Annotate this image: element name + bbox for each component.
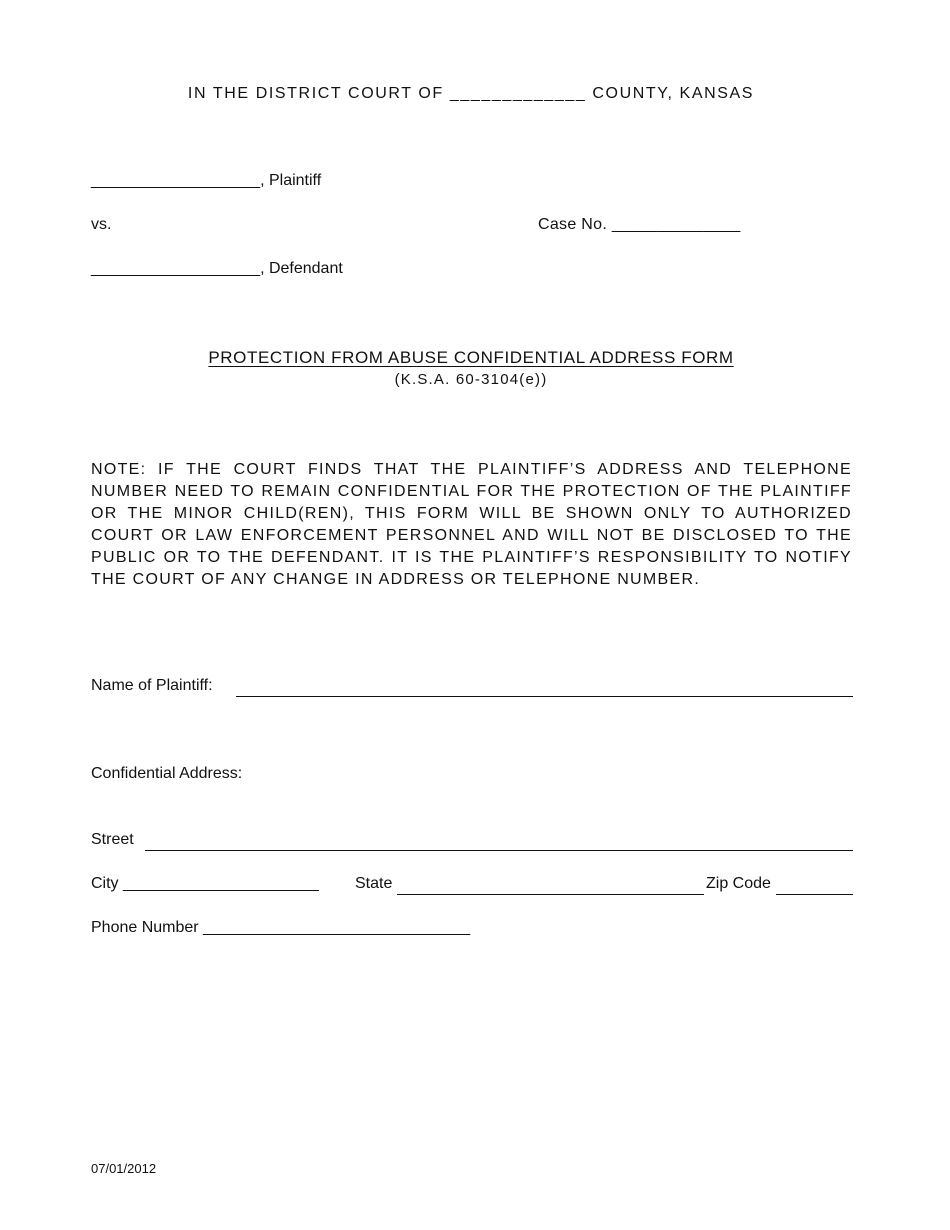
note-line: NUMBER NEED TO REMAIN CONFIDENTIAL FOR THE PROTECTION OF THE PLAINTIFF [91, 483, 852, 500]
plaintiff-name-label: Name of Plaintiff: [91, 677, 213, 694]
zip-input[interactable] [776, 877, 853, 895]
street-label: Street [91, 831, 134, 848]
street-input[interactable] [145, 833, 853, 851]
plaintiff-caption[interactable]: ___________________, Plaintiff [91, 172, 322, 189]
versus-label: vs. [91, 216, 112, 233]
city-field[interactable]: City ______________________ [91, 875, 319, 892]
note-line: PUBLIC OR TO THE DEFENDANT. IT IS THE PLAINTIFF’S RESPONSIBILITY TO NOTIFY [91, 549, 852, 566]
court-header: IN THE DISTRICT COURT OF _____________ COUNTY, KANSAS [187, 85, 755, 102]
form-title [0, 348, 942, 368]
case-number-field[interactable]: Case No. ______________ [538, 216, 741, 233]
defendant-caption[interactable]: ___________________, Defendant [91, 260, 343, 277]
form-title-text: PROTECTION FROM ABUSE CONFIDENTIAL ADDRESS FORM [208, 348, 734, 367]
note-line: COURT OR LAW ENFORCEMENT PERSONNEL AND WILL NOT BE DISCLOSED TO THE [91, 527, 852, 544]
note-line: OR THE MINOR CHILD(REN), THIS FORM WILL BE SHOWN ONLY TO AUTHORIZED [91, 505, 852, 522]
plaintiff-name-input[interactable] [236, 678, 853, 697]
note-line: THE COURT OF ANY CHANGE IN ADDRESS OR TELEPHONE NUMBER. [91, 571, 701, 588]
state-label: State [355, 875, 393, 892]
form-revision-date: 07/01/2012 [91, 1161, 157, 1176]
confidential-address-heading: Confidential Address: [91, 765, 243, 782]
state-input[interactable] [397, 877, 704, 895]
phone-number-field[interactable]: Phone Number ______________________________ [91, 919, 471, 936]
statute-reference: (K.S.A. 60-3104(e)) [394, 371, 548, 388]
note-line: NOTE: IF THE COURT FINDS THAT THE PLAINTIFF’S ADDRESS AND TELEPHONE [91, 461, 852, 478]
zip-label: Zip Code [706, 875, 771, 892]
confidentiality-note [91, 459, 852, 591]
